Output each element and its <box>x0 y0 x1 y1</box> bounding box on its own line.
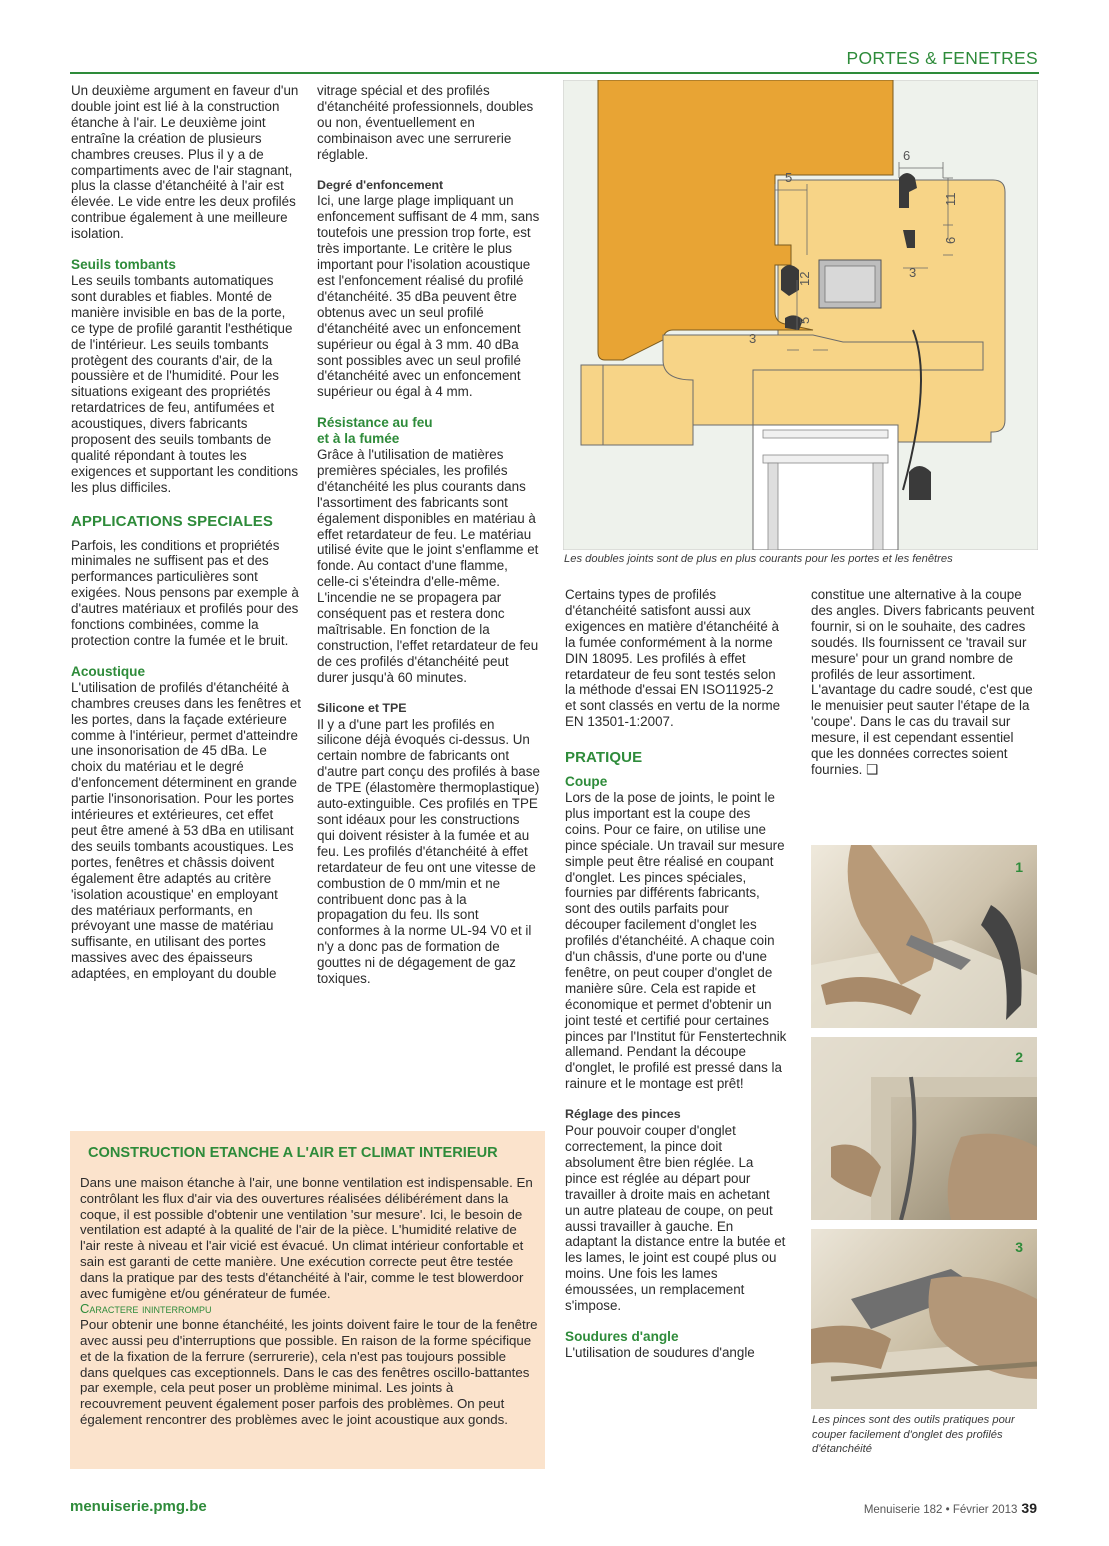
dim-5-top: 5 <box>785 170 793 185</box>
heading-degre: Degré d'enfoncement <box>317 177 444 192</box>
heading-reglage: Réglage des pinces <box>565 1107 681 1122</box>
footer-issue <box>864 1500 1037 1516</box>
diagram-caption: Les doubles joints sont de plus en plus courants pour les portes et les fenêtres <box>564 553 953 565</box>
heading-soudures: Soudures d'angle <box>565 1328 679 1344</box>
heading-applications: APPLICATIONS SPECIALES <box>71 512 273 530</box>
header-rule <box>70 72 1039 74</box>
end-mark: ❑ <box>866 761 879 777</box>
heading-silicone: Silicone et TPE <box>317 700 407 715</box>
col1-intro: Un deuxième argument en faveur d'un double joint est lié à la construction étanche à l'air. Le deuxième joint entraîne la création de plusieurs chambres creuses. Plus il y a de compartiments avec de l'air stagnant, plus la classe d'étanchéité à l'air est élevée. Le vide entre les deux profilés contribue également à une meilleure isolation. <box>71 83 299 242</box>
heading-acoustique: Acoustique <box>71 663 146 679</box>
dim-11: 11 <box>943 192 958 206</box>
box-body <box>80 1175 538 1428</box>
sidebar-box <box>70 1131 545 1469</box>
dim-12: 12 <box>797 271 812 286</box>
col3-reglage-text: Pour pouvoir couper d'onglet correctement, la pince doit absolument être bien réglée. La pince est réglée au départ pour travailler à droite mais en achetant un autre plateau de coupe, on peut aussi travailler à gauche. En adaptant la distance entre la butée et les lames, le joint est coupé plus ou moins. Une fois les lames émoussées, un remplacement s'impose. <box>565 1123 786 1314</box>
column-3 <box>565 587 787 1361</box>
dim-3-left: 3 <box>749 331 757 346</box>
heading-feu-1: Résistance au feu <box>317 415 433 431</box>
photo-3-illustration <box>811 1229 1037 1409</box>
box-paragraph-1: Dans une maison étanche à l'air, une bonne ventilation est indispensable. En contrôlant les flux d'air via des ouvertures réalisées délibérément dans la coque, il est possible d'obtenir une ventilation 'sur mesure'. Ici, le besoin de ventilation est adapté à la qualité de l'air de la pièce. L'humidité relative de l'air reste à niveau et l'air vicié est évacué. Un climat intérieur confortable et sain est garanti de cette manière. Une exécution correcte peut être testée dans la pratique par des tests d'étanchéité à l'air, comme le test blowerdoor avec fumigène et/ou générateur de fumée. <box>80 1175 533 1301</box>
box-subheading: Caractere ininterrompu <box>80 1301 212 1317</box>
photo-3 <box>811 1229 1037 1409</box>
photo-1-number: 1 <box>1015 859 1023 875</box>
col4-text: constitue une alternative à la coupe des angles. Divers fabricants peuvent fournir, si on le souhaite, des cadres soudés. Ils fournissent ce 'travail sur mesure' pour un grand nombre de profilés de leur assortiment. L'avantage du cadre soudé, c'est que le menuisier peut sauter l'étape de la 'coupe'. Dans le cas du travail sur mesure, il est cependant essentiel que les données correctes soient fournies. ❑ <box>811 587 1035 777</box>
col2-intro: vitrage spécial et des profilés d'étanchéité professionnels, doubles ou non, éventuellement en combinaison avec une serrurerie réglable. <box>317 83 534 162</box>
photo-2-illustration <box>811 1037 1037 1220</box>
photo-2-number: 2 <box>1015 1049 1023 1065</box>
heading-coupe: Coupe <box>565 774 608 790</box>
heading-feu-2: et à la fumée <box>317 431 400 447</box>
col1-seuils-text: Les seuils tombants automatiques sont durables et fiables. Monté de manière invisible en bas de la porte, ce type de profilé garantit l'esthétique de l'intérieur. Les seuils tombants protègent des courants d'air, de la poussière et de l'humidité. Pour les situations exigeant des propriétés retardatrices de feu, antifumées et acoustiques, divers fabricants proposent des seuils tombants de qualité répondant à toutes les exigences et supportant les conditions les plus difficiles. <box>71 272 299 495</box>
section-title: PORTES & FENETRES <box>846 48 1038 68</box>
col3-coupe-text: Lors de la pose de joints, le point le plus important est la coupe des coins. Pour ce faire, on utilise une pince spéciale. Un travail sur mesure simple peut être réalisé en coupant d'onglet. Les pinces spéciales, fournies par différents fabricants, sont des outils parfaits pour découper facilement d'onglet les profilés d'étanchéité. A chaque coin d'un châssis, d'une porte ou d'une fenêtre, on peut couper d'onglet de manière sûre. Cela est rapide et économique et permet d'obtenir un joint testé et certifié pour certaines pinces par l'Institut für Fenstertechnik allemand. Pendant la découpe d'onglet, le profilé est pressé dans la rainure et le montage est prêt! <box>565 789 787 1092</box>
column-4 <box>811 587 1039 778</box>
photo-1 <box>811 845 1037 1028</box>
gasket-diagram <box>563 80 1038 550</box>
column-2 <box>317 83 541 987</box>
page-number: 39 <box>1021 1500 1037 1516</box>
footer-website[interactable]: menuiserie.pmg.be <box>70 1498 207 1515</box>
col2-feu-text: Grâce à l'utilisation de matières premières spéciales, les profilés d'étanchéité les plus courants dans l'assortiment des fabricants sont également disponibles en matériau à effet retardateur de feu. Le matériau utilisé évite que le joint s'enflamme et fonde. Au contact d'une flamme, celle-ci s'éteindra d'elle-même. L'incendie ne se propagera par conséquent pas et restera donc maîtrisable. En fonction de la construction, l'effet retardateur de feu de ces profilés d'étanchéité peut durer jusqu'à 60 minutes. <box>317 447 539 685</box>
box-title: CONSTRUCTION ETANCHE A L'AIR ET CLIMAT INTERIEUR <box>88 1145 498 1161</box>
dim-6: 6 <box>903 148 911 163</box>
dim-3-right: 3 <box>909 265 917 280</box>
col1-applications-text: Parfois, les conditions et propriétés minimales ne suffisent pas et des performances particulières sont exigées. Nous pensons par exemple à d'autres matériaux et profilés pour des fonctions combinées, comme la protection contre la fumée et le bruit. <box>71 537 299 648</box>
col2-degre-text: Ici, une large plage impliquant un enfoncement suffisant de 4 mm, sans toutefois une pression trop forte, est très importante. Le critère le plus important pour l'isolation acoustique est l'enfoncement réalisé du profilé d'étanchéité. 35 dBa peuvent être obtenus avec un seul profilé d'étanchéité avec un enfoncement supérieur ou égal à 3 mm. 40 dBa sont possibles avec un seul profilé d'étanchéité avec un enfoncement supérieur ou égal à 4 mm. <box>317 193 540 400</box>
dim-5-side: 5 <box>797 316 812 324</box>
dim-6-side: 6 <box>943 236 958 244</box>
issue-text: Menuiserie 182 • Février 2013 <box>863 1504 1018 1516</box>
photos-caption: Les pinces sont des outils pratiques pour couper facilement d'onglet des profilés d'étanchéité <box>812 1414 1015 1455</box>
col1-acoustique-text: L'utilisation de profilés d'étanchéité à chambres creuses dans les fenêtres et les portes, dans la façade extérieure comme à l'intérieur, permet d'atteindre une insonorisation de 45 dBa. Le choix du matériau et le degré d'enfoncement déterminent en grande partie l'insonorisation. Pour les portes intérieures et extérieures, cet effet peut être amené à 53 dBa en utilisant des seuils tombants acoustiques. Les portes, fenêtres et châssis doivent également être adaptés au critère 'isolation acoustique' en employant des matériaux performants, en prévoyant une masse de matériau suffisante, en utilisant des portes massives avec des épaisseurs adaptées, en employant du double <box>71 679 301 982</box>
diagram-svg <box>563 80 1038 550</box>
heading-seuils: Seuils tombants <box>71 257 176 273</box>
col2-silicone-text: Il y a d'une part les profilés en silicone déjà évoqués ci-dessus. Un certain nombre de fabricants ont d'autre part conçu des profilés à base de TPE (élastomère thermoplastique) auto-extinguible. Ces profilés en TPE sont idéaux pour les constructions qui doivent résister à la fumée et au feu. Les profilés d'étanchéité à effet retardateur de feu ont une vitesse de combustion de 0 mm/min et ne contribuent donc pas à la propagation du feu. Ils sont conformes à la norme UL-94 V0 et il n'y a donc pas de formation de gouttes ni de dégagement de gaz toxiques. <box>317 716 540 987</box>
box-paragraph-2: Pour obtenir une bonne étanchéité, les joints doivent faire le tour de la fenêtre avec aussi peu d'interruptions que possible. En raison de la forme spécifique et de la fixation de la ferrure (serrurerie), cela n'est pas toujours possible dans quelques cas exceptionnels. Dans le cas des fenêtres oscillo-battantes par exemple, cela peut poser un problème minimal. Les joints à recouvrement peuvent également poser parfois des problèmes. On peut également rencontrer des problèmes avec le joint acoustique aux gonds. <box>80 1317 538 1427</box>
photo-3-number: 3 <box>1015 1239 1023 1255</box>
photo-2 <box>811 1037 1037 1220</box>
col3-intro: Certains types de profilés d'étanchéité satisfont aussi aux exigences en matière d'étanchéité à la fumée conformément à la norme DIN 18095. Les profilés à effet retardateur de feu sont testés selon la méthode d'essai EN ISO11925-2 et sont classés en vertu de la norme EN 13501-1:2007. <box>565 587 781 730</box>
gasket-bottom <box>909 466 931 500</box>
photo-1-illustration <box>811 845 1037 1028</box>
heading-pratique: PRATIQUE <box>565 749 643 767</box>
col3-soudures-text: L'utilisation de soudures d'angle <box>565 1344 755 1360</box>
column-1 <box>71 83 301 982</box>
